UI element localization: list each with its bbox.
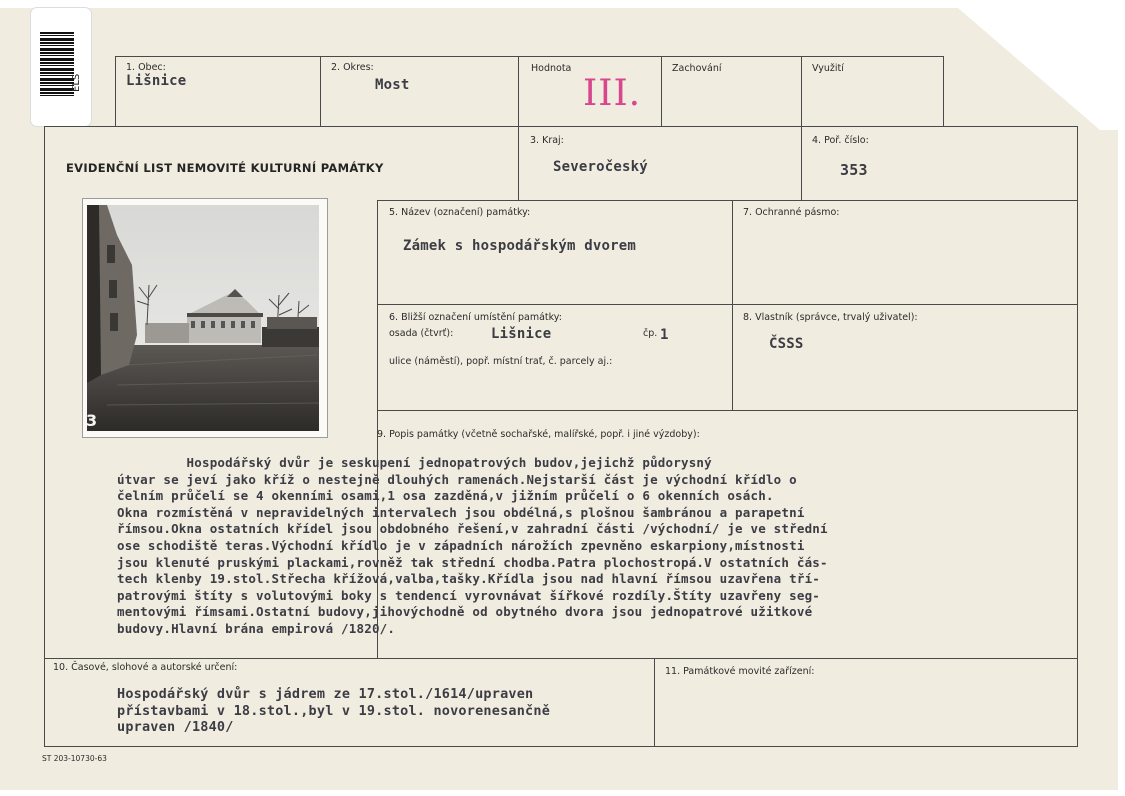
ochranne-pasmo-label: 7. Ochranné pásmo: bbox=[743, 207, 840, 218]
casove-line: přístavbami v 18.stol.,byl v 19.stol. novorenesančně bbox=[117, 702, 551, 719]
barcode-icon bbox=[40, 32, 74, 96]
grid-line bbox=[44, 746, 1078, 747]
nazev-value: Zámek s hospodářským dvorem bbox=[403, 238, 636, 254]
popis-line: budovy.Hlavní brána empirová /1820/. bbox=[117, 620, 396, 636]
popis-line: patrovými štíty s volutovými boky s tendencí vyrovnávat šířkové rozdíly.Štíty uzavřeny seg- bbox=[117, 587, 821, 603]
grid-line bbox=[943, 56, 944, 126]
grid-line bbox=[1077, 126, 1078, 747]
photo-image bbox=[87, 205, 319, 431]
popis-line: tech klenby 19.stol.Střecha křížová,valba,tašky.Křídla jsou nad hlavní římsou uzavřena tří- bbox=[117, 571, 821, 587]
obec-value: Lišnice bbox=[126, 73, 187, 89]
grid-line bbox=[654, 658, 655, 747]
ulice-label: ulice (náměstí), popř. místní trať, č. parcely aj.: bbox=[389, 356, 613, 367]
grid-line bbox=[377, 410, 1078, 411]
vyuziti-label: Využití bbox=[812, 63, 844, 74]
kraj-label: 3. Kraj: bbox=[530, 135, 564, 146]
grid-line bbox=[801, 56, 802, 201]
popis-line: útvar se jeví jako kříž o nestejně dlouhých ramenách.Nejstarší část je východní křídlo o bbox=[117, 471, 797, 487]
obec-label: 1. Obec: bbox=[126, 62, 166, 73]
form-code: ST 203-10730-63 bbox=[42, 754, 107, 763]
casove-text bbox=[117, 686, 550, 736]
popis-line: Okna rozmístěná v nepravidelných intervalech jsou obdélná,s plošnou šambránou a parapetní bbox=[117, 504, 805, 520]
grid-line bbox=[44, 658, 1078, 659]
hodnota-label: Hodnota bbox=[531, 63, 572, 74]
grid-line bbox=[518, 56, 519, 201]
grid-line bbox=[115, 56, 116, 126]
zachovani-label: Zachování bbox=[672, 63, 722, 74]
cp-label: čp. bbox=[643, 328, 658, 339]
popis-line: ose schodiště teras.Východní křídlo je v západních nárožích zpevněno eskarpiony,místnosti bbox=[117, 537, 805, 553]
okres-label: 2. Okres: bbox=[331, 62, 374, 73]
kraj-value: Severočeský bbox=[553, 159, 648, 175]
grid-line bbox=[377, 200, 1078, 201]
popis-label: 9. Popis památky (včetně sochařské, malířské, popř. i jiné výzdoby): bbox=[377, 429, 700, 440]
casove-label: 10. Časové, slohové a autorské určení: bbox=[53, 662, 238, 673]
nazev-label: 5. Název (označení) památky: bbox=[389, 207, 531, 218]
photo-number: 3 bbox=[86, 411, 98, 430]
grid-line bbox=[377, 304, 1078, 305]
barcode-sticker bbox=[30, 7, 92, 127]
popis-line: jsou klenuté pruskými plackami,rovněž tak střední chodba.Patra plochostropá.V ostatních čás- bbox=[117, 554, 828, 570]
casove-line: Hospodářský dvůr s jádrem ze 17.stol./1614/upraven bbox=[117, 686, 534, 702]
vlastnik-label: 8. Vlastník (správce, trvalý uživatel): bbox=[743, 312, 918, 323]
monument-photo bbox=[82, 198, 328, 438]
grid-line bbox=[320, 56, 321, 126]
popis-line: mentovými římsami.Ostatní budovy,jihovýchodně od obytného dvora jsou jednopatrové užitkové bbox=[117, 604, 813, 620]
osada-value: Lišnice bbox=[491, 326, 552, 342]
popis-line: Hospodářský dvůr je seskupení jednopatrových budov,jejichž půdorysný bbox=[117, 455, 712, 470]
umisteni-label: 6. Bližší označení umístění památky: bbox=[389, 312, 562, 323]
popis-text bbox=[117, 455, 828, 638]
okres-value: Most bbox=[375, 77, 410, 93]
barcode-label: ELS bbox=[71, 73, 82, 92]
grid-line bbox=[44, 126, 45, 747]
por-cislo-label: 4. Poř. číslo: bbox=[812, 135, 869, 146]
grid-line bbox=[44, 126, 1078, 127]
popis-line: čelním průčelí se 4 okenními osami,1 osa zazděná,v jižním průčelí o 6 okenních osách. bbox=[117, 488, 774, 504]
por-cislo-value: 353 bbox=[840, 161, 868, 179]
osada-label: osada (čtvrť): bbox=[389, 328, 454, 339]
grid-line bbox=[661, 56, 662, 126]
hodnota-value: III. bbox=[583, 73, 642, 114]
form-title: EVIDENČNÍ LIST NEMOVITÉ KULTURNÍ PAMÁTKY bbox=[66, 161, 384, 175]
cp-value: 1 bbox=[660, 327, 669, 343]
vlastnik-value: ČSSS bbox=[769, 336, 804, 352]
casove-line: upraven /1840/ bbox=[117, 719, 234, 735]
grid-line bbox=[115, 56, 944, 57]
grid-line bbox=[732, 200, 733, 410]
movite-label: 11. Památkové movité zařízení: bbox=[665, 666, 815, 677]
popis-line: římsou.Okna ostatních křídel jsou obdobného řešení,v zahradní části /východní/ je ve střední bbox=[117, 521, 828, 537]
